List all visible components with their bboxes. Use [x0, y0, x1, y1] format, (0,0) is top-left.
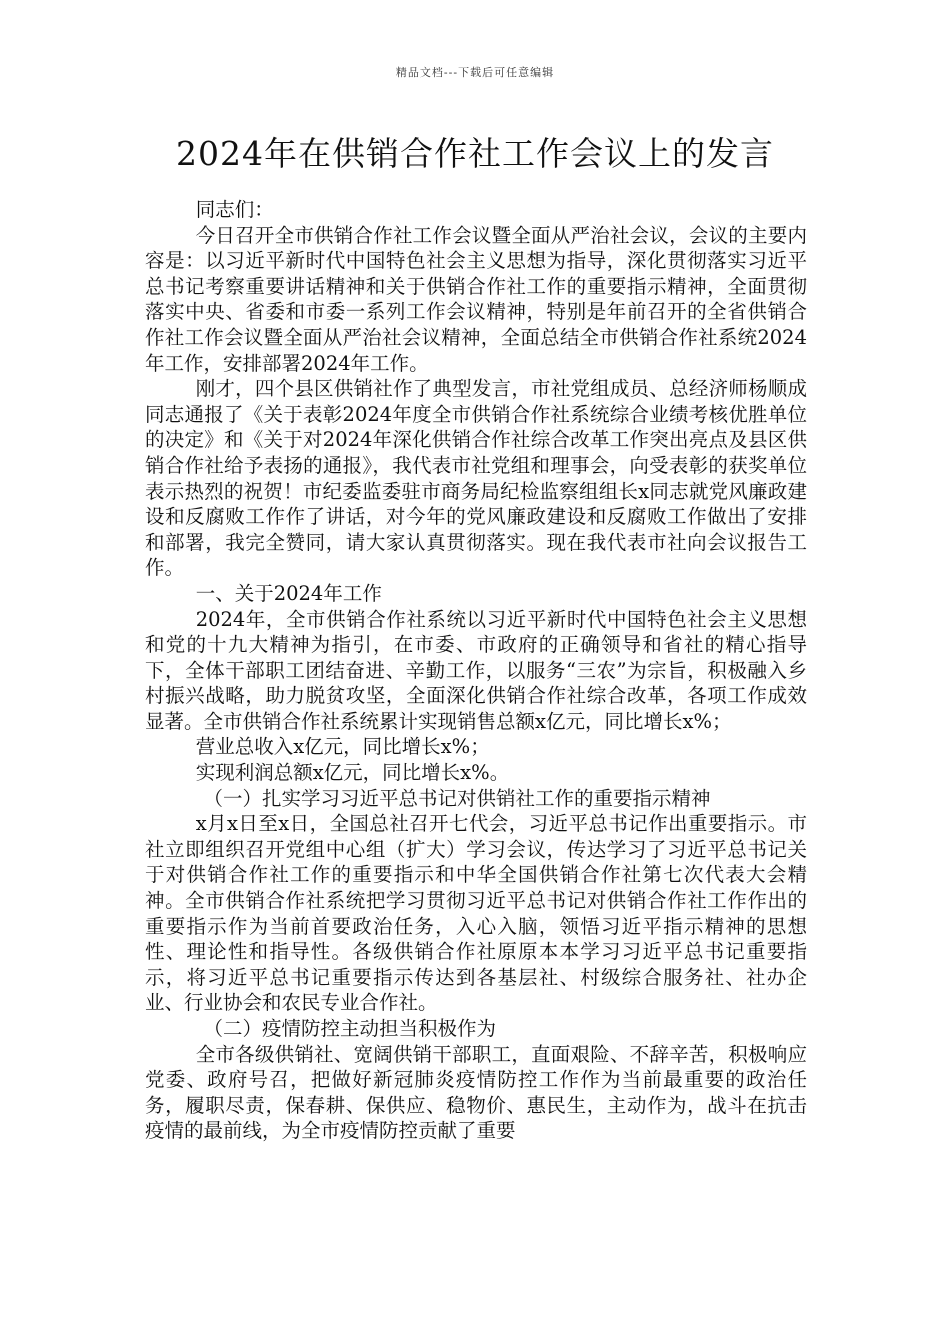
section-heading-1: 一、关于2024年工作	[195, 581, 382, 605]
salutation: 同志们：	[195, 198, 274, 221]
document-body	[145, 197, 807, 1144]
subsection-heading-1: （一）扎实学习习近平总书记对供销社工作的重要指示精神	[203, 786, 711, 810]
paragraph-meeting-intro: 今日召开全市供销合作社工作会议暨全面从严治社会议，会议的主要内容是：以习近平新时代中国特色社会主义思想为指导，深化贯彻落实习近平总书记考察重要讲话精神和关于供销合作社工作的重要指示精神，全面贯彻落实中央、省委和市委一系列工作会议精神，特别是年前召开的全省供销合作社工作会议暨全面从严治社会议精神，全面总结全市供销合作社系统2024年工作，安排部署2024年工作。	[145, 223, 807, 375]
subsection-heading-2: （二）疫情防控主动担当积极作为	[203, 1017, 497, 1040]
document-header-note: 精品文档---下载后可任意编辑	[395, 66, 555, 79]
paragraph-typical-speeches: 刚才，四个县区供销社作了典型发言，市社党组成员、总经济师杨顺成同志通报了《关于表彰2024年度全市供销合作社系统综合业绩考核优胜单位的决定》和《关于对2024年深化供销合作社综合改革工作突出亮点及县区供销合作社给予表扬的通报》，我代表市社党组和理事会，向受表彰的获奖单位表示热烈的祝贺！市纪委监委驻市商务局纪检监察组组长x同志就党风廉政建设和反腐败工作作了讲话，对今年的党风廉政建设和反腐败工作做出了安排和部署，我完全赞同，请大家认真贯彻落实。现在我代表市社向会议报告工作。	[145, 377, 807, 580]
document-title: 2024年在供销合作社工作会议上的发言	[176, 134, 774, 173]
paragraph-study-instructions: x月x日至x日，全国总社召开七代会，习近平总书记作出重要指示。市社立即组织召开党组中心组（扩大）学习会议，传达学习了习近平总书记关于对供销合作社工作的重要指示和中华全国供销合作社第七次代表大会精神。全市供销合作社系统把学习贯彻习近平总书记对供销合作社工作作出的重要指示作为当前首要政治任务，入心入脑，领悟习近平指示精神的思想性、理论性和指导性。各级供销合作社原原本本学习习近平总书记重要指示，将习近平总书记重要指示传达到各基层社、村级综合服务社、社办企业、行业协会和农民专业合作社。	[145, 812, 807, 1015]
paragraph-epidemic-response: 全市各级供销社、宽阔供销干部职工，直面艰险、不辞辛苦，积极响应党委、政府号召，把做好新冠肺炎疫情防控工作作为当前最重要的政治任务，履职尽责，保春耕、保供应、稳物价、惠民生，主动作为，战斗在抗击疫情的最前线，为全市疫情防控贡献了重要	[145, 1042, 807, 1143]
paragraph-2024-summary: 2024年，全市供销合作社系统以习近平新时代中国特色社会主义思想和党的十九大精神为指引，在市委、市政府的正确领导和省社的精心指导下，全体干部职工团结奋进、辛勤工作，以服务“三农”为宗旨，积极融入乡村振兴战略，助力脱贫攻坚，全面深化供销合作社综合改革，各项工作成效显著。全市供销合作社系统累计实现销售总额x亿元，同比增长x%；	[145, 607, 807, 733]
paragraph-revenue: 营业总收入x亿元，同比增长x%；	[195, 735, 490, 759]
paragraph-profit: 实现利润总额x亿元，同比增长x%。	[195, 761, 510, 785]
